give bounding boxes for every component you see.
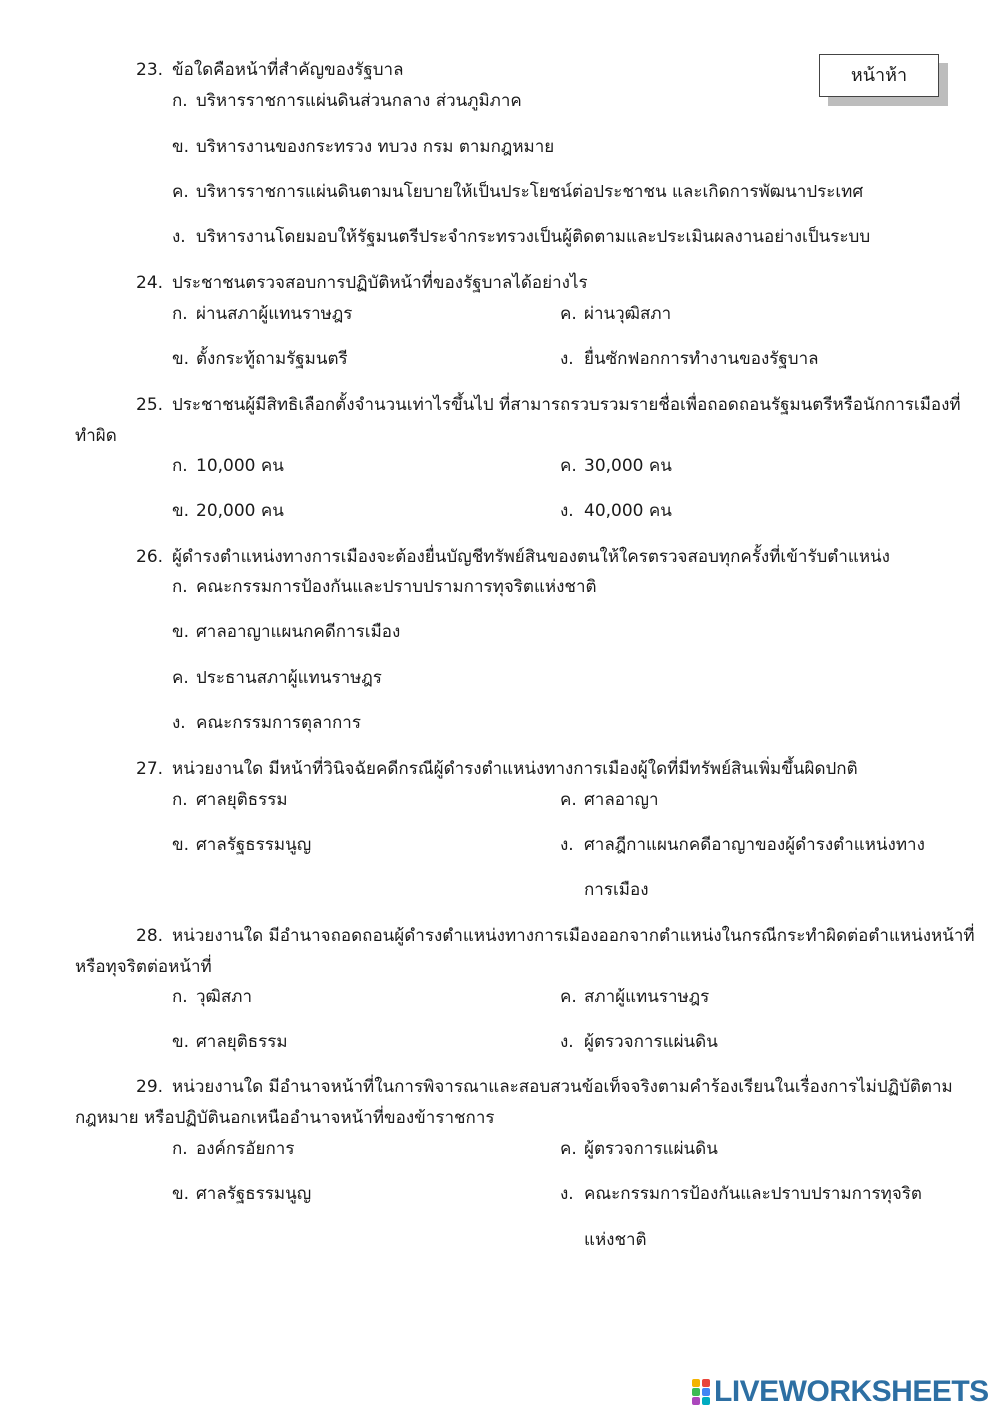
option-label: ง. (560, 501, 574, 521)
option-text: ประธานสภาผู้แทนราษฎร (196, 668, 382, 688)
option-29-c[interactable] (560, 1139, 718, 1159)
option-29-d-continuation: แห่งชาติ (584, 1230, 647, 1250)
question-number: 27. (136, 759, 164, 779)
option-text: ตั้งกระทู้ถามรัฐมนตรี (196, 349, 348, 369)
option-text: ศาลยุติธรรม (196, 1032, 288, 1052)
option-24-b[interactable] (172, 349, 348, 369)
option-text: ศาลยุติธรรม (196, 790, 288, 810)
option-28-a[interactable] (172, 987, 252, 1007)
question-number: 28. (136, 926, 164, 946)
option-label: ง. (560, 835, 574, 855)
question-27 (136, 759, 858, 779)
option-25-d[interactable] (560, 501, 672, 521)
question-number: 23. (136, 60, 164, 80)
option-label: ง. (172, 227, 186, 247)
question-text: ผู้ดำรงตำแหน่งทางการเมืองจะต้องยื่นบัญชีทรัพย์สินของตนให้ใครตรวจสอบทุกครั้งที่เข้ารับตำแหน่ง (172, 547, 890, 567)
option-label: ง. (560, 1032, 574, 1052)
option-text: 30,000 คน (584, 456, 672, 476)
option-27-a[interactable] (172, 790, 288, 810)
option-label: ข. (172, 137, 190, 157)
option-label: ก. (172, 91, 188, 111)
question-28 (136, 926, 975, 946)
option-27-c[interactable] (560, 790, 659, 810)
option-27-d[interactable] (560, 835, 925, 855)
question-text: ข้อใดคือหน้าที่สำคัญของรัฐบาล (172, 60, 404, 80)
option-label: ก. (172, 456, 188, 476)
question-number: 25. (136, 395, 164, 415)
option-text: ศาลอาญา (584, 790, 659, 810)
logo-icon (692, 1379, 710, 1405)
option-text: บริหารราชการแผ่นดินตามนโยบายให้เป็นประโยชน์ต่อประชาชน และเกิดการพัฒนาประเทศ (196, 182, 864, 202)
question-29-continuation: กฎหมาย หรือปฏิบัตินอกเหนืออำนาจหน้าที่ของข้าราชการ (75, 1108, 495, 1128)
question-number: 29. (136, 1077, 164, 1097)
option-24-d[interactable] (560, 349, 819, 369)
question-text: ประชาชนผู้มีสิทธิเลือกตั้งจำนวนเท่าไรขึ้นไป ที่สามารถรวบรวมรายชื่อเพื่อถอดถอนรัฐมนตรีหรือนักการเมืองที่ (172, 395, 961, 415)
option-29-a[interactable] (172, 1139, 294, 1159)
option-28-c[interactable] (560, 987, 709, 1007)
option-text: ผู้ตรวจการแผ่นดิน (584, 1032, 718, 1052)
option-label: ก. (172, 987, 188, 1007)
question-number: 26. (136, 547, 164, 567)
option-label: ก. (172, 1139, 188, 1159)
option-label: ข. (172, 1032, 190, 1052)
option-24-c[interactable] (560, 304, 671, 324)
question-29 (136, 1077, 953, 1097)
option-label: ข. (172, 501, 190, 521)
option-23-c[interactable] (172, 182, 863, 202)
page-badge-label: หน้าห้า (850, 64, 908, 86)
option-text: ยื่นซักฟอกการทำงานของรัฐบาล (584, 349, 819, 369)
option-text: คณะกรรมการป้องกันและปราบปรามการทุจริตแห่งชาติ (196, 577, 597, 597)
option-27-b[interactable] (172, 835, 311, 855)
option-28-b[interactable] (172, 1032, 288, 1052)
option-label: ค. (172, 668, 189, 688)
logo-text: LIVEWORKSHEETS (714, 1375, 989, 1408)
option-26-d[interactable] (172, 713, 361, 733)
option-25-c[interactable] (560, 456, 672, 476)
option-text: วุฒิสภา (196, 987, 253, 1007)
option-25-b[interactable] (172, 501, 284, 521)
option-label: ค. (172, 182, 189, 202)
option-text: ผู้ตรวจการแผ่นดิน (584, 1139, 718, 1159)
option-29-d[interactable] (560, 1184, 922, 1204)
option-label: ค. (560, 1139, 577, 1159)
page-badge (819, 54, 939, 97)
option-text: บริหารราชการแผ่นดินส่วนกลาง ส่วนภูมิภาค (196, 91, 522, 111)
question-23 (136, 60, 404, 80)
question-number: 24. (136, 273, 164, 293)
option-label: ค. (560, 987, 577, 1007)
question-25-continuation: ทำผิด (75, 426, 117, 446)
option-label: ข. (172, 622, 190, 642)
option-label: ข. (172, 349, 190, 369)
option-text: ศาลอาญาแผนกคดีการเมือง (196, 622, 401, 642)
option-23-d[interactable] (172, 227, 870, 247)
option-text: ศาลรัฐธรรมนูญ (196, 835, 312, 855)
option-text: ผ่านสภาผู้แทนราษฎร (196, 304, 353, 324)
option-text: บริหารงานโดยมอบให้รัฐมนตรีประจำกระทรวงเป็นผู้ติดตามและประเมินผลงานอย่างเป็นระบบ (196, 227, 871, 247)
option-27-d-continuation: การเมือง (584, 880, 649, 900)
option-label: ข. (172, 835, 190, 855)
option-label: ง. (172, 713, 186, 733)
option-text: สภาผู้แทนราษฎร (584, 987, 710, 1007)
option-28-d[interactable] (560, 1032, 718, 1052)
option-text: ศาลรัฐธรรมนูญ (196, 1184, 312, 1204)
option-23-b[interactable] (172, 137, 554, 157)
option-text: ศาลฎีกาแผนกคดีอาญาของผู้ดำรงตำแหน่งทาง (584, 835, 925, 855)
question-text: หน่วยงานใด มีอำนาจหน้าที่ในการพิจารณาและสอบสวนข้อเท็จจริงตามคำร้องเรียนในเรื่องการไม่ปฏิบัติตาม (172, 1077, 953, 1097)
option-text: ผ่านวุฒิสภา (584, 304, 672, 324)
option-label: ค. (560, 456, 577, 476)
option-text: องค์กรอัยการ (196, 1139, 295, 1159)
option-label: ก. (172, 790, 188, 810)
option-23-a[interactable] (172, 91, 522, 111)
option-label: ก. (172, 304, 188, 324)
liveworksheets-logo[interactable] (692, 1376, 989, 1408)
question-26 (136, 547, 890, 567)
option-26-b[interactable] (172, 622, 400, 642)
option-label: ข. (172, 1184, 190, 1204)
option-text: บริหารงานของกระทรวง ทบวง กรม ตามกฎหมาย (196, 137, 555, 157)
option-24-a[interactable] (172, 304, 352, 324)
question-25 (136, 395, 961, 415)
option-label: ง. (560, 1184, 574, 1204)
option-text: คณะกรรมการป้องกันและปราบปรามการทุจริต (584, 1184, 922, 1204)
question-text: หน่วยงานใด มีหน้าที่วินิจฉัยคดีกรณีผู้ดำรงตำแหน่งทางการเมืองผู้ใดที่มีทรัพย์สินเพิ่มขึ้นผิดปกติ (172, 759, 858, 779)
option-text: 20,000 คน (196, 501, 284, 521)
option-29-b[interactable] (172, 1184, 311, 1204)
option-25-a[interactable] (172, 456, 284, 476)
option-text: 10,000 คน (196, 456, 284, 476)
option-26-a[interactable] (172, 577, 597, 597)
option-label: ง. (560, 349, 574, 369)
option-label: ค. (560, 790, 577, 810)
question-28-continuation: หรือทุจริตต่อหน้าที่ (75, 957, 212, 977)
option-text: 40,000 คน (584, 501, 672, 521)
question-text: หน่วยงานใด มีอำนาจถอดถอนผู้ดำรงตำแหน่งทางการเมืองออกจากตำแหน่งในกรณีกระทำผิดต่อตำแหน่งหน้าที่ (172, 926, 975, 946)
option-26-c[interactable] (172, 668, 382, 688)
option-label: ก. (172, 577, 188, 597)
question-text: ประชาชนตรวจสอบการปฏิบัติหน้าที่ของรัฐบาลได้อย่างไร (172, 273, 588, 293)
option-text: คณะกรรมการตุลาการ (196, 713, 361, 733)
question-24 (136, 273, 588, 293)
option-label: ค. (560, 304, 577, 324)
